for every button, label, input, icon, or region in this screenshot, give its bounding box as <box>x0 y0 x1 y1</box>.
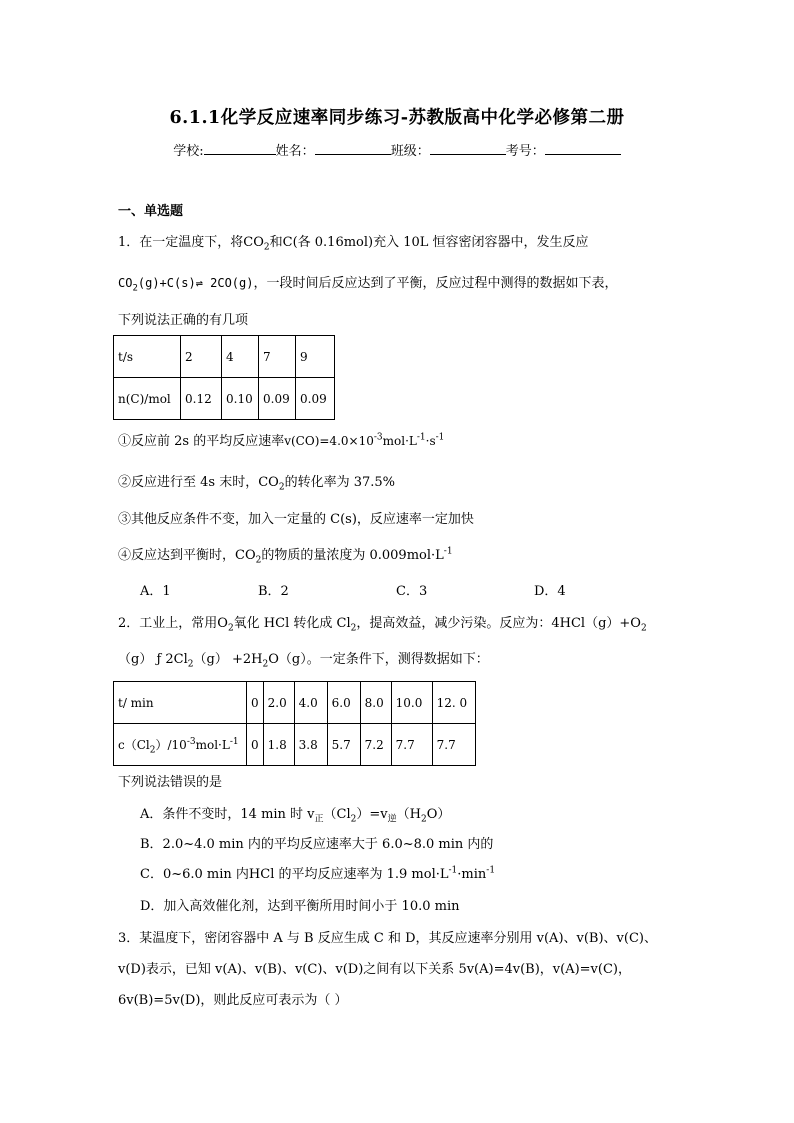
q1-statement-2: ②反应进行至 4s 末时，$CO_2$的转化率为 37.5% <box>118 475 395 493</box>
table-cell: 10.0 <box>391 682 432 724</box>
table-cell: 6.0 <box>327 682 360 724</box>
table-row <box>114 378 335 420</box>
exam-no-label: 考号： <box>505 144 545 159</box>
table-cell: 4.0 <box>294 682 327 724</box>
q2-line1: 2．工业上，常用$O_2$氧化 HCl 转化成 $Cl_2$，提高效益，减少污染。反应为：$4HCl(g)+O_2$ <box>118 616 647 634</box>
table-cell: 12. 0 <box>432 682 475 724</box>
table-cell: 7 <box>259 336 296 378</box>
q1-line3: 下列说法正确的有几项 <box>118 313 249 328</box>
q1-option-a[interactable]: A．1 <box>140 584 171 599</box>
table-row <box>114 682 476 724</box>
q2-option-c[interactable]: C．0~6.0 min 内HCl 的平均反应速率为 1.9 $mol\cdot L^{-1}\cdot\min^{-1}$ <box>140 865 496 882</box>
q1-option-b[interactable]: B．2 <box>258 584 289 599</box>
name-label: 姓名： <box>275 144 315 159</box>
q3-line2: v(D)表示，已知 v(A)、v(B)、v(C)、v(D)之间有以下关系 5v(A)=4v(B)，v(A)=v(C)， <box>118 962 631 977</box>
q1-equation: $CO_2(g)+C(s)\rightleftharpoons$ 2CO(g) <box>118 276 254 294</box>
table-cell: 1.8 <box>263 724 294 766</box>
q1-statement-1: ①反应前 2s 的平均反应速率$v(CO)=4.0\times 10^{-3}mol\cdot L^{-1}\cdot s^{-1}$ <box>118 432 445 449</box>
q1-data-table <box>113 335 335 420</box>
class-label: 班级： <box>390 144 430 159</box>
table-row <box>114 724 476 766</box>
table-cell: 9 <box>296 336 335 378</box>
table-cell: 7.7 <box>432 724 475 766</box>
table-row <box>114 336 335 378</box>
table-cell: t/ min <box>114 682 247 724</box>
exam-no-blank[interactable] <box>545 142 621 155</box>
q2-data-table <box>113 681 476 766</box>
table-cell: 5.7 <box>327 724 360 766</box>
school-blank[interactable] <box>204 142 276 155</box>
table-cell: 0 <box>247 724 264 766</box>
table-cell: 3.8 <box>294 724 327 766</box>
q1-option-c[interactable]: C．3 <box>396 584 428 599</box>
q3-line1: 3．某温度下，密闭容器中 A 与 B 反应生成 C 和 D，其反应速率分别用 v(A)、v(B)、v(C)、 <box>118 931 657 946</box>
q2-line2: （g） ƒ $2Cl_2(g) +2H_2O(g)$。一定条件下，测得数据如下： <box>118 652 489 670</box>
table-cell: 7.7 <box>391 724 432 766</box>
q2-prompt: 下列说法错误的是 <box>118 775 223 790</box>
table-cell: 2.0 <box>263 682 294 724</box>
table-cell: $c(Cl_2)/10^{-3}mol\cdot L^{-1}$ <box>114 724 247 766</box>
table-cell: 0.12 <box>181 378 222 420</box>
section-heading: 一、单选题 <box>118 204 184 219</box>
table-cell: 0 <box>247 682 264 724</box>
name-blank[interactable] <box>315 142 391 155</box>
table-cell: 7.2 <box>360 724 391 766</box>
q1-statement-4: ④反应达到平衡时，$CO_2$的物质的量浓度为 $0.009mol\cdot L^{-1}$ <box>118 546 453 566</box>
table-cell: 2 <box>181 336 222 378</box>
q1-line2: $CO_2(g)+C(s)\rightleftharpoons$ 2CO(g)，一段时间后反应达到了平衡，反应过程中测得的数据如下表， <box>118 276 618 294</box>
table-cell: 0.10 <box>222 378 259 420</box>
q1-option-d[interactable]: D．4 <box>534 584 566 599</box>
q1-statement-3: ③其他反应条件不变，加入一定量的 C(s)，反应速率一定加快 <box>118 512 474 527</box>
q2-option-b[interactable]: B．2.0~4.0 min 内的平均反应速率大于 6.0~8.0 min 内的 <box>140 837 494 852</box>
q2-option-d[interactable]: D．加入高效催化剂，达到平衡所用时间小于 10.0 min <box>140 899 460 914</box>
class-blank[interactable] <box>430 142 506 155</box>
page-title: 6.1.1化学反应速率同步练习-苏教版高中化学必修第二册 <box>169 108 625 128</box>
q2-option-a[interactable]: A．条件不变时，14 min 时 $v_正(Cl_2)=v_逆(H_2O)$ <box>140 807 451 825</box>
q3-line3: 6v(B)=5v(D)，则此反应可表示为（ ） <box>118 993 348 1008</box>
table-cell: 0.09 <box>259 378 296 420</box>
school-label: 学校: <box>173 144 204 159</box>
table-cell: 8.0 <box>360 682 391 724</box>
table-cell: n(C)/mol <box>114 378 181 420</box>
q1-line1: 1．在一定温度下，将$CO_2$和C(各 0.16mol)充入 10L 恒容密闭容器中，发生反应 <box>118 235 589 253</box>
table-cell: 4 <box>222 336 259 378</box>
table-cell: t/s <box>114 336 181 378</box>
student-info-line <box>0 140 794 159</box>
table-cell: 0.09 <box>296 378 335 420</box>
